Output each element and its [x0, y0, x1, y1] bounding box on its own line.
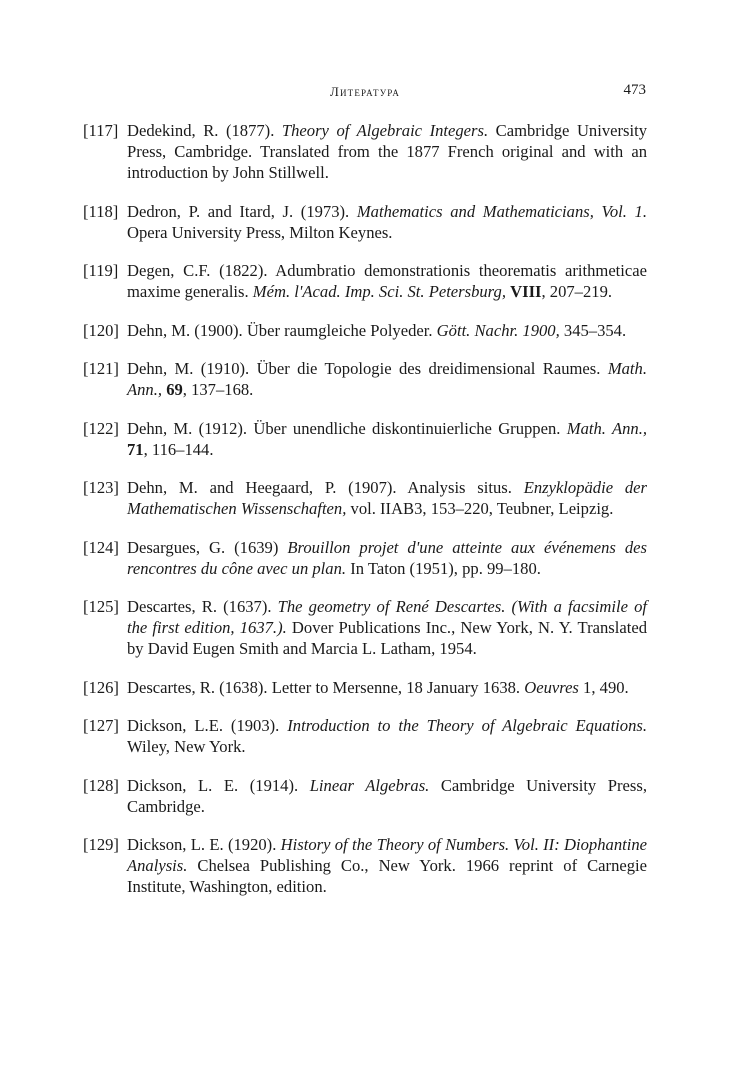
reference-segment: Dehn, M. and Heegaard, P. (1907). Analysis situs.: [127, 478, 524, 497]
reference-text: [127, 418, 647, 460]
reference-text: [127, 537, 647, 579]
reference-text: [127, 358, 647, 400]
reference-italic-segment: Brouillon projet d'une atteinte aux événemens des rencontres du cône avec un plan.: [127, 537, 648, 578]
reference-italic-segment: Gött. Nachr. 1900,: [436, 320, 560, 340]
reference-number: [127]: [83, 716, 119, 735]
reference-italic-segment: Introduction to the Theory of Algebraic Equations.: [287, 716, 647, 735]
reference-segment: Chelsea Publishing Co., New York. 1966 reprint of Carnegie Institute, Washington, edition.: [127, 856, 647, 896]
reference-segment: , 137–168.: [182, 380, 254, 399]
reference-segment: Descartes, R. (1638). Letter to Mersenne, 18 January 1638.: [127, 677, 525, 697]
reference-segment: vol. IIAB3, 153–220, Teubner, Leipzig.: [346, 499, 614, 518]
reference-segment: 345–354.: [559, 320, 627, 340]
page-number: 473: [623, 82, 646, 98]
reference-entry: [83, 477, 647, 519]
reference-segment: Degen, C.F. (1822). Adumbratio demonstrationis theorematis arithmeticae maxime generalis.: [127, 261, 647, 301]
reference-text: [127, 677, 647, 698]
reference-segment: Dedron, P. and Itard, J. (1973).: [127, 201, 357, 221]
reference-entry: [83, 537, 647, 579]
reference-segment: 1, 490.: [578, 677, 629, 697]
reference-italic-segment: Enzyklopädie der Mathematischen Wissenschaften,: [127, 478, 647, 518]
reference-number: [124]: [83, 537, 119, 557]
reference-segment: , 207–219.: [541, 282, 613, 301]
reference-text: [127, 201, 647, 243]
reference-italic-segment: Mém. l'Acad. Imp. Sci. St. Petersburg,: [252, 282, 506, 301]
reference-italic-segment: Math. Ann.,: [566, 418, 647, 438]
reference-bold-segment: 69: [166, 380, 183, 399]
reference-entry: [83, 358, 647, 400]
reference-italic-segment: Mathematics and Mathematicians, Vol. 1.: [356, 201, 647, 221]
reference-italic-segment: Oeuvres: [524, 677, 579, 697]
reference-number: [126]: [83, 677, 119, 697]
reference-segment: Dehn, M. (1910). Über die Topologie des dreidimensional Raumes.: [127, 359, 608, 378]
reference-segment: Desargues, G. (1639): [127, 537, 288, 557]
reference-italic-segment: Math. Ann.,: [127, 359, 647, 399]
reference-segment: Dickson, L. E. (1914).: [127, 775, 310, 795]
reference-entry: [83, 715, 647, 757]
reference-bold-segment: 71: [127, 439, 144, 459]
reference-text: [127, 477, 647, 519]
reference-entry: [83, 260, 647, 302]
reference-entry: [83, 120, 647, 183]
reference-segment: Dickson, L. E. (1920).: [127, 835, 281, 854]
reference-segment: Descartes, R. (1637).: [127, 597, 278, 616]
page-header: [0, 84, 730, 106]
reference-entry: [83, 775, 647, 817]
reference-segment: Opera University Press, Milton Keynes.: [127, 222, 393, 242]
reference-list: [83, 120, 647, 915]
reference-italic-segment: Theory of Algebraic Integers.: [281, 121, 489, 140]
reference-segment: Dehn, M. (1900). Über raumgleiche Polyeder.: [127, 320, 437, 340]
reference-entry: [83, 596, 647, 659]
reference-segment: In Taton (1951), pp. 99–180.: [346, 558, 541, 578]
reference-segment: , 116–144.: [143, 439, 214, 459]
reference-text: [127, 834, 647, 897]
reference-segment: Wiley, New York.: [127, 737, 246, 756]
reference-segment: Cambridge University Press, Cambridge. Translated from the 1877 French original and with an introduction by John Stillwell.: [127, 121, 647, 182]
reference-number: [125]: [83, 597, 119, 616]
reference-segment: Cambridge University Press, Cambridge.: [127, 775, 647, 816]
reference-segment: Dedekind, R. (1877).: [127, 121, 282, 140]
reference-italic-segment: History of the Theory of Numbers. Vol. II: Diophantine Analysis.: [127, 835, 648, 875]
reference-number: [128]: [83, 775, 119, 795]
reference-number: [123]: [83, 478, 119, 497]
reference-entry: [83, 677, 647, 698]
reference-entry: [83, 834, 647, 897]
reference-italic-segment: The geometry of René Descartes. (With a facsimile of the first edition, 1637.).: [127, 597, 647, 637]
reference-number: [122]: [83, 418, 119, 438]
reference-bold-segment: VIII: [510, 282, 542, 301]
reference-number: [119]: [83, 261, 119, 280]
reference-text: [127, 596, 647, 659]
reference-text: [127, 715, 647, 757]
running-head: Литература: [329, 84, 401, 99]
reference-entry: [83, 418, 647, 460]
reference-entry: [83, 320, 647, 341]
reference-number: [129]: [83, 835, 119, 854]
reference-number: [120]: [83, 320, 119, 340]
reference-segment: Dehn, M. (1912). Über unendliche diskontinuierliche Gruppen.: [127, 418, 567, 438]
reference-italic-segment: Linear Algebras.: [309, 775, 430, 795]
reference-text: [127, 320, 647, 341]
reference-number: [118]: [83, 201, 119, 221]
reference-text: [127, 260, 647, 302]
reference-number: [117]: [83, 121, 119, 140]
reference-text: [127, 120, 647, 183]
reference-segment: Dickson, L.E. (1903).: [127, 716, 288, 735]
reference-segment: Dover Publications Inc., New York, N. Y. Translated by David Eugen Smith and Marcia L. Latham, 1954.: [127, 618, 647, 658]
reference-number: [121]: [83, 359, 119, 378]
reference-text: [127, 775, 647, 817]
reference-entry: [83, 201, 647, 243]
